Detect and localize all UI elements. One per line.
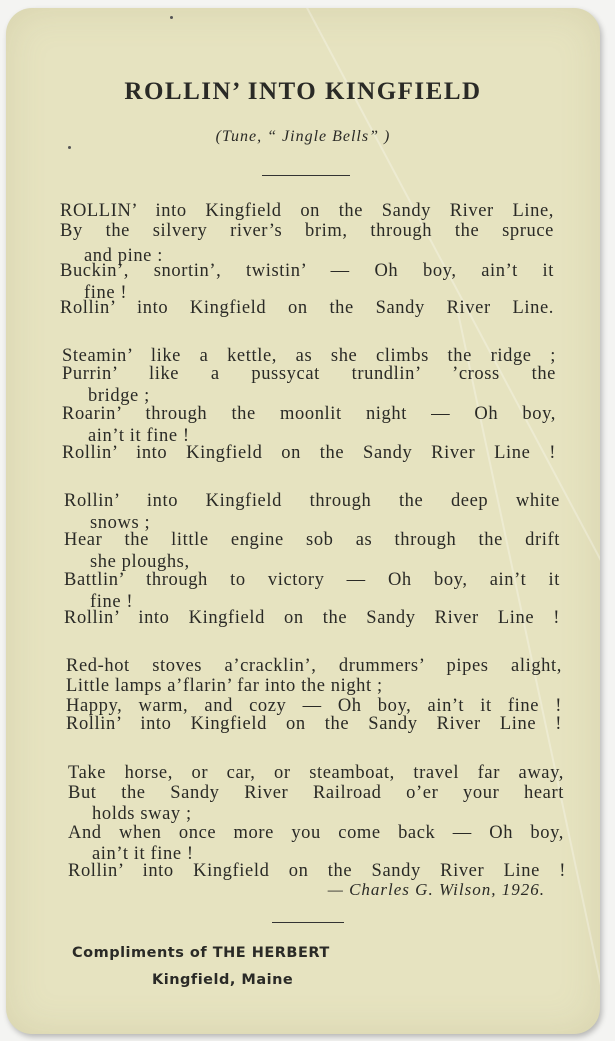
poem-line: Purrin’ like a pussycat trundlin’ ’cross the	[62, 364, 556, 384]
tune-subtitle: (Tune, “ Jingle Bells” )	[215, 128, 391, 145]
poem-line: bridge ;	[88, 386, 150, 406]
poem-line: and pine :	[84, 246, 163, 266]
poem-line: By the silvery river’s brim, through the spruce	[60, 221, 554, 241]
poem-line: ain’t it fine !	[88, 426, 190, 446]
poem-line: ROLLIN’ into Kingfield on the Sandy River Line,	[60, 201, 554, 221]
poem-line: Rollin’ into Kingfield through the deep white	[64, 491, 560, 511]
poem-line: she ploughs,	[90, 552, 190, 572]
compliments-line: Compliments of THE HERBERT	[72, 945, 330, 961]
footer-divider	[272, 922, 344, 923]
poem-line: Rollin’ into Kingfield on the Sandy River Line !	[68, 861, 566, 881]
poem-line: Rollin’ into Kingfield on the Sandy River Line !	[62, 443, 556, 463]
poem-line: Rollin’ into Kingfield on the Sandy River Line !	[66, 714, 562, 734]
poem-line: But the Sandy River Railroad o’er your heart	[68, 783, 564, 803]
poem-line: Hear the little engine sob as through the drift	[64, 530, 560, 550]
poem-line: And when once more you come back — Oh boy,	[68, 823, 564, 843]
poem-line: Rollin’ into Kingfield on the Sandy River Line.	[60, 298, 554, 318]
song-title: ROLLIN’ INTO KINGFIELD	[124, 78, 482, 105]
poem-line: fine !	[90, 592, 134, 612]
poem-line: Happy, warm, and cozy — Oh boy, ain’t it fine !	[66, 696, 562, 716]
poem-line: Rollin’ into Kingfield on the Sandy River Line !	[64, 608, 560, 628]
poem-line: Take horse, or car, or steamboat, travel far away,	[68, 763, 564, 783]
poem-line: Buckin’, snortin’, twistin’ — Oh boy, ain’t it	[60, 261, 554, 281]
poem-line: Roarin’ through the moonlit night — Oh boy,	[62, 404, 556, 424]
poem-line: fine !	[84, 283, 128, 303]
poem-line: ain’t it fine !	[92, 844, 194, 864]
location-line: Kingfield, Maine	[152, 972, 294, 988]
poem-line: holds sway ;	[92, 804, 192, 824]
poem-line: Steamin’ like a kettle, as she climbs the ridge ;	[62, 346, 556, 366]
poem-line: Red-hot stoves a’cracklin’, drummers’ pipes alight,	[66, 656, 562, 676]
poem-line: Little lamps a’flarin’ far into the night ;	[66, 676, 383, 696]
author-signature: — Charles G. Wilson, 1926.	[327, 880, 545, 899]
song-card	[6, 8, 600, 1034]
poem-line: Battlin’ through to victory — Oh boy, ain’t it	[64, 570, 560, 590]
poem-line: snows ;	[90, 513, 151, 533]
